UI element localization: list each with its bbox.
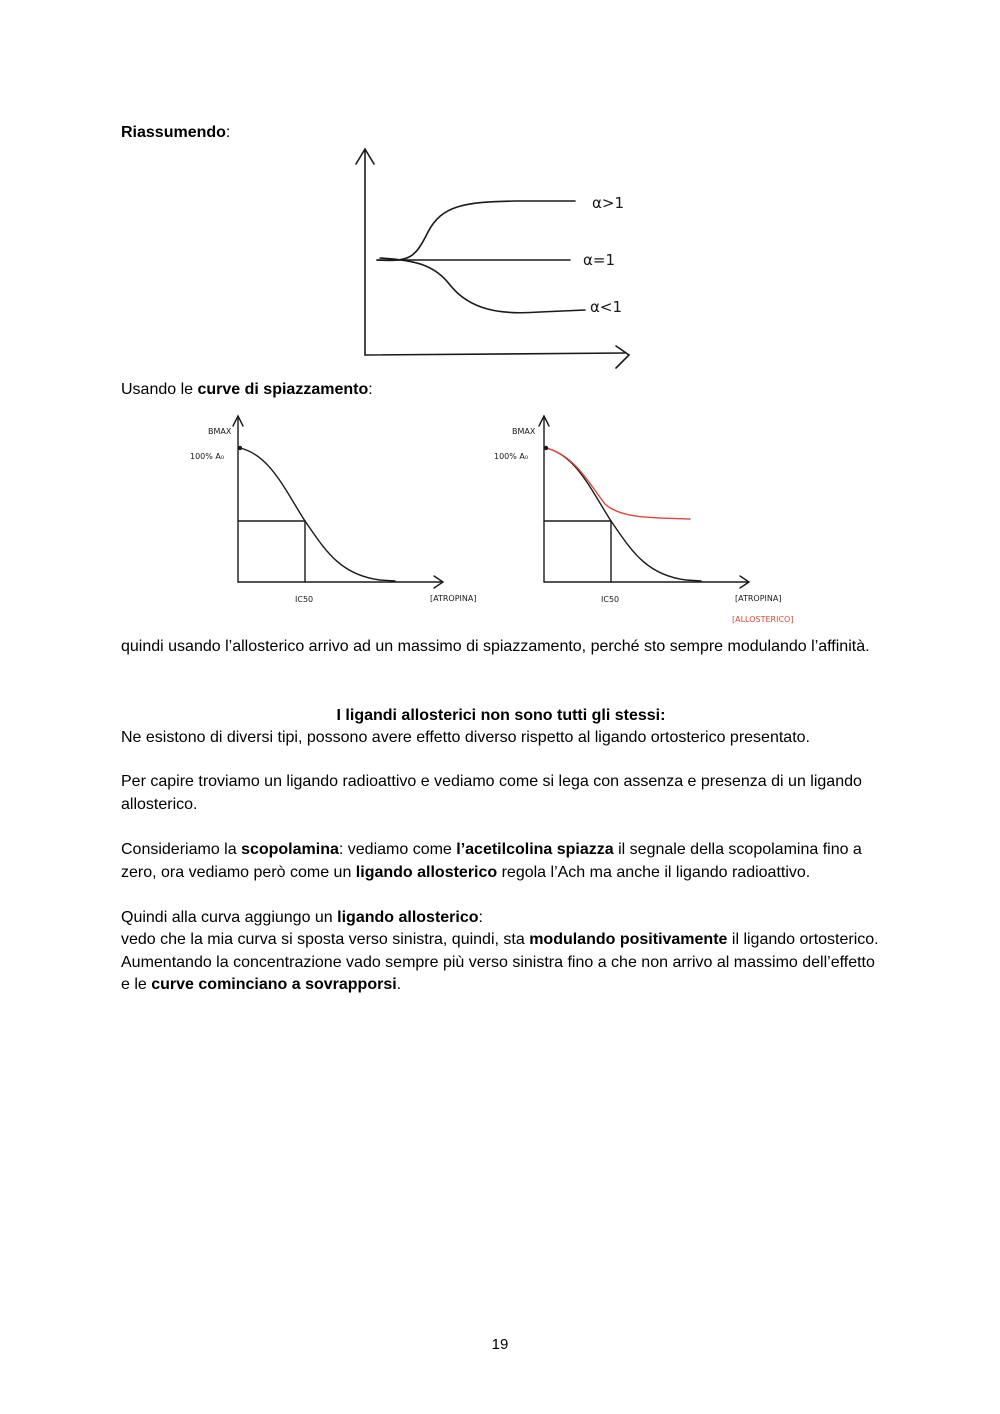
left-panel bbox=[233, 416, 443, 588]
left-atropina-label: [ATROPINA] bbox=[430, 594, 477, 603]
curve-alpha-gt-1 bbox=[377, 201, 575, 260]
label-alpha-gt-1: α>1 bbox=[592, 194, 624, 212]
left-100-label: 100% A₀ bbox=[190, 452, 225, 461]
displacement-curves-figure bbox=[180, 410, 820, 630]
displacement-intro: Usando le curve di spiazzamento: bbox=[121, 381, 373, 398]
paragraph-radioactive: Per capire troviamo un ligando radioattivo e vediamo come si lega con assenza e presenza di un ligando allosterico. bbox=[121, 773, 862, 813]
paragraph-allosteric-max: quindi usando l’allosterico arrivo ad un massimo di spiazzamento, perché sto sempre modulando l’affinità. bbox=[121, 638, 870, 655]
right-allosterico-label: [ALLOSTERICO] bbox=[732, 615, 794, 624]
right-ic50-label: IC50 bbox=[601, 595, 620, 604]
left-bmax-label: BMAX bbox=[208, 427, 232, 436]
left-ic50-guides bbox=[238, 521, 305, 582]
right-top-point bbox=[544, 446, 548, 450]
label-alpha-eq-1: α=1 bbox=[583, 251, 615, 269]
right-ic50-guides bbox=[544, 521, 611, 582]
alpha-curves-figure bbox=[340, 140, 650, 380]
paragraph-types: Ne esistono di diversi tipi, possono avere effetto diverso rispetto al ligando ortosterico presentato. bbox=[121, 729, 810, 746]
left-ic50-label: IC50 bbox=[295, 595, 314, 604]
x-axis bbox=[365, 353, 625, 355]
paragraph-scopolamine: Consideriamo la scopolamina: vediamo come l’acetilcolina spiazza il segnale della scopolamina fino a zero, ora vediamo però come un ligando allosterico regola l’Ach ma anche il ligando radioattivo. bbox=[121, 841, 862, 881]
left-top-point bbox=[238, 446, 242, 450]
right-atropina-label: [ATROPINA] bbox=[735, 594, 782, 603]
right-bmax-label: BMAX bbox=[512, 427, 536, 436]
left-curve bbox=[240, 448, 395, 581]
section-title: I ligandi allosterici non sono tutti gli stessi: bbox=[336, 707, 666, 724]
right-100-label: 100% A₀ bbox=[494, 452, 529, 461]
paragraph-shift-left: vedo che la mia curva si sposta verso sinistra, quindi, sta modulando positivamente il ligando ortosterico. Aumentando la concentrazione vado sempre più verso sinistra fino a che non arrivo al massimo dell’effetto e le curve cominciano a sovrapporsi. bbox=[121, 931, 879, 993]
page-number: 19 bbox=[491, 1336, 509, 1353]
right-curve bbox=[546, 448, 701, 581]
x-axis-arrow bbox=[616, 346, 629, 368]
right-panel bbox=[539, 416, 749, 588]
summary-heading: Riassumendo: bbox=[121, 124, 231, 141]
allosteric-curve bbox=[546, 448, 690, 519]
label-alpha-lt-1: α<1 bbox=[590, 298, 622, 316]
curve-alpha-lt-1 bbox=[380, 258, 585, 313]
paragraph-add-allosteric: Quindi alla curva aggiungo un ligando allosterico: bbox=[121, 909, 483, 926]
displacement-intro-bold: curve di spiazzamento bbox=[197, 381, 369, 398]
summary-heading-bold: Riassumendo bbox=[121, 124, 226, 141]
